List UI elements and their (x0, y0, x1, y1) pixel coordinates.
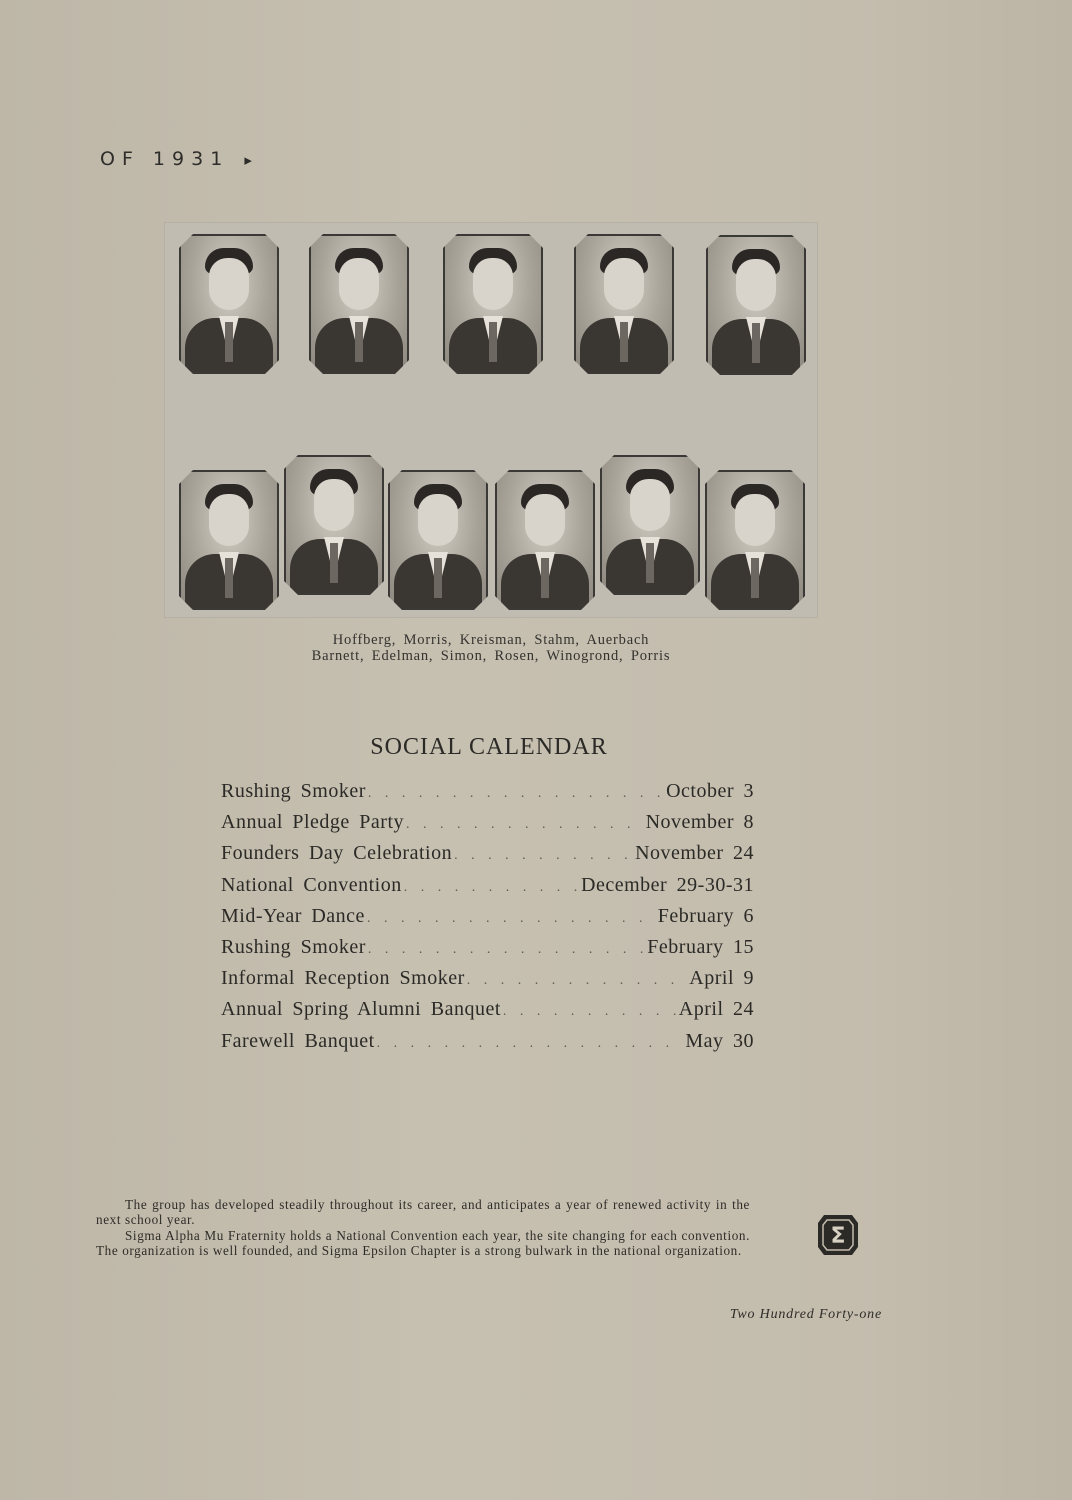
portrait (600, 455, 700, 595)
sigma-crest-icon (816, 1213, 860, 1257)
calendar-event-name: Informal Reception Smoker (221, 967, 465, 990)
leader-dots (454, 848, 633, 864)
portrait (309, 234, 409, 374)
portrait (179, 470, 279, 610)
leader-dots (367, 911, 656, 927)
calendar-event-date: December 29-30-31 (581, 873, 754, 896)
portrait (179, 234, 279, 374)
calendar-event-date: May 30 (685, 1029, 754, 1052)
arrow-icon: ▸ (244, 151, 252, 169)
calendar-event-date: April 24 (678, 998, 754, 1021)
calendar-event-name: Annual Pledge Party (221, 811, 405, 834)
calendar-row (221, 842, 754, 868)
calendar-event-name: Rushing Smoker (221, 780, 366, 802)
body-paragraph-1: The group has developed steadily throughout its career, and anticipates a year of renewed activity in the next school year. (96, 1197, 750, 1228)
portrait-panel (164, 222, 818, 618)
calendar-event-name: Annual Spring Alumni Banquet (221, 998, 501, 1021)
calendar-event-name: Founders Day Celebration (221, 842, 453, 865)
body-paragraph-2: Sigma Alpha Mu Fraternity holds a National Convention each year, the site changing for each convention. The organization is well founded, and Sigma Epsilon Chapter is a strong bulwark in the national organization. (96, 1227, 750, 1258)
running-head (100, 148, 252, 170)
crest-letter: Σ (830, 1224, 846, 1249)
calendar-event-name: National Convention (221, 873, 402, 896)
calendar-row (221, 967, 754, 993)
portrait (574, 234, 674, 374)
calendar-row (221, 1030, 754, 1056)
portrait (705, 470, 805, 610)
photo-caption-line-2: Barnett, Edelman, Simon, Rosen, Winogrond, Porris (311, 648, 671, 664)
leader-dots (406, 817, 644, 833)
portrait (495, 470, 595, 610)
calendar-event-date: October 3 (666, 780, 754, 802)
calendar-row (221, 811, 754, 837)
leader-dots (368, 942, 645, 958)
body-text (96, 1197, 750, 1258)
portrait (388, 470, 488, 610)
page-number: Two Hundred Forty-one (729, 1307, 882, 1322)
calendar-row (221, 998, 754, 1024)
calendar-row (221, 874, 754, 900)
leader-dots (404, 880, 579, 896)
leader-dots (377, 1036, 684, 1052)
photo-caption-line-1: Hoffberg, Morris, Kreisman, Stahm, Auerbach (332, 632, 650, 648)
portrait (443, 234, 543, 374)
calendar-event-name: Mid-Year Dance (221, 904, 365, 927)
calendar-event-name: Rushing Smoker (221, 936, 366, 958)
calendar-event-date: November 8 (645, 811, 754, 834)
calendar-row (221, 780, 754, 806)
calendar-event-name: Farewell Banquet (221, 1029, 375, 1052)
calendar-row (221, 905, 754, 931)
portrait (706, 235, 806, 375)
portrait (284, 455, 384, 595)
calendar-event-date: February 6 (657, 904, 754, 927)
calendar-event-date: February 15 (647, 936, 754, 958)
calendar-row (221, 936, 754, 962)
leader-dots (503, 1004, 677, 1020)
section-title: SOCIAL CALENDAR (370, 734, 608, 760)
calendar-event-date: April 9 (689, 967, 754, 990)
leader-dots (368, 786, 664, 802)
leader-dots (467, 973, 688, 989)
calendar-event-date: November 24 (635, 842, 754, 865)
running-head-text: OF 1931 (100, 148, 230, 170)
